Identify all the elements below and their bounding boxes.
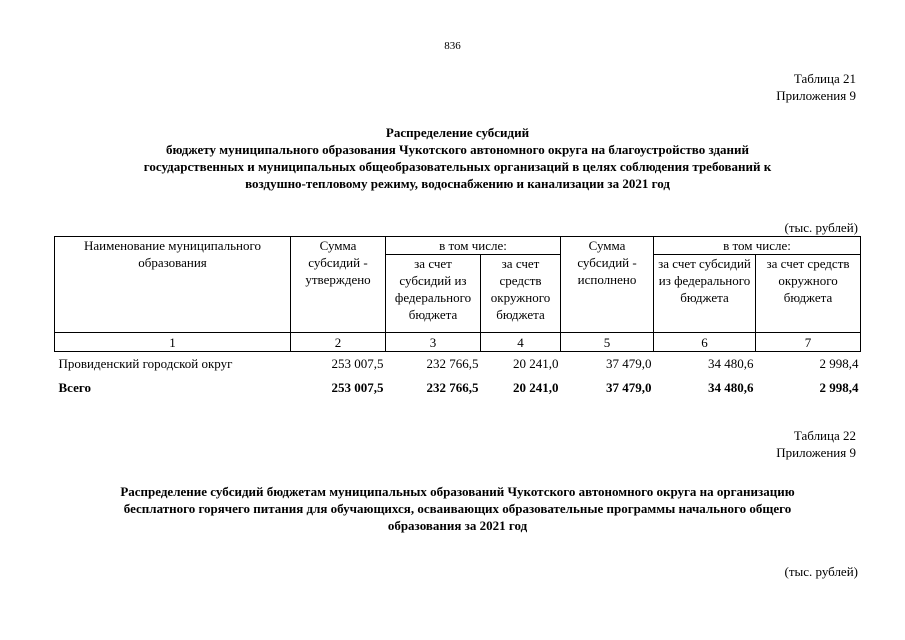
cell-total: 20 241,0	[513, 380, 559, 395]
cell-total: 232 766,5	[426, 380, 479, 395]
table22-caption-line1: Таблица 22	[793, 428, 856, 443]
table21-caption	[776, 70, 856, 104]
cell-value: 37 479,0	[606, 356, 652, 371]
cell-total: 37 479,0	[606, 380, 652, 395]
page-number: 836	[444, 40, 461, 52]
table22-title-line3: образования за 2021 год	[387, 518, 528, 533]
col-number: 5	[561, 333, 654, 352]
header-sum-approved: Сумма субсидий - утверждено	[291, 237, 386, 333]
cell-total: 34 480,6	[708, 380, 754, 395]
header-fed-1: за счет субсидий из федерального бюджета	[386, 255, 481, 333]
cell-value: 34 480,6	[708, 356, 754, 371]
table22-title	[60, 483, 855, 534]
table22-units: (тыс. рублей)	[784, 564, 858, 579]
header-fed-2: за счет субсидий из федерального бюджета	[654, 255, 756, 333]
col-number: 6	[654, 333, 756, 352]
table21-caption-line1: Таблица 21	[793, 71, 856, 86]
header-including-2: в том числе:	[654, 237, 861, 255]
table22-title-line2: бесплатного горячего питания для обучающихся, осваивающих образовательные программы начального общего	[123, 501, 792, 516]
header-sum-executed: Сумма субсидий - исполнено	[561, 237, 654, 333]
cell-total-label: Всего	[58, 380, 91, 395]
table21-title	[60, 124, 855, 192]
table-row	[55, 352, 861, 373]
col-number: 7	[756, 333, 861, 352]
table21-title-line1: Распределение субсидий	[385, 125, 530, 140]
table21-title-line2: бюджету муниципального образования Чукотского автономного округа на благоустройство зданий	[166, 142, 749, 157]
table-total-row	[55, 372, 861, 396]
header-district-1: за счет средств окружного бюджета	[481, 255, 561, 333]
cell-value: 253 007,5	[331, 356, 384, 371]
cell-value: 2 998,4	[819, 356, 859, 371]
table22-caption-line2: Приложения 9	[776, 445, 856, 460]
table21-title-line4: воздушно-тепловому режиму, водоснабжению и канализации за 2021 год	[245, 176, 670, 191]
col-number: 3	[386, 333, 481, 352]
table21-caption-line2: Приложения 9	[776, 88, 856, 103]
cell-value: 232 766,5	[426, 356, 479, 371]
col-number: 2	[291, 333, 386, 352]
table21-units: (тыс. рублей)	[784, 220, 858, 235]
cell-total: 2 998,4	[819, 380, 859, 395]
col-number: 4	[481, 333, 561, 352]
table21-title-line3: государственных и муниципальных общеобразовательных организаций в целях соблюдения требований к	[143, 159, 772, 174]
col-number: 1	[55, 333, 291, 352]
cell-name: Провиденский городской округ	[58, 356, 233, 371]
cell-total: 253 007,5	[331, 380, 384, 395]
table22-caption	[776, 427, 856, 461]
header-name: Наименование муниципального образования	[55, 237, 291, 333]
table22-title-line1: Распределение субсидий бюджетам муниципальных образований Чукотского автономного округа на организацию	[120, 484, 795, 499]
cell-value: 20 241,0	[513, 356, 559, 371]
header-district-2: за счет средств окружного бюджета	[756, 255, 861, 333]
table21	[54, 236, 861, 396]
header-including-1: в том числе:	[386, 237, 561, 255]
